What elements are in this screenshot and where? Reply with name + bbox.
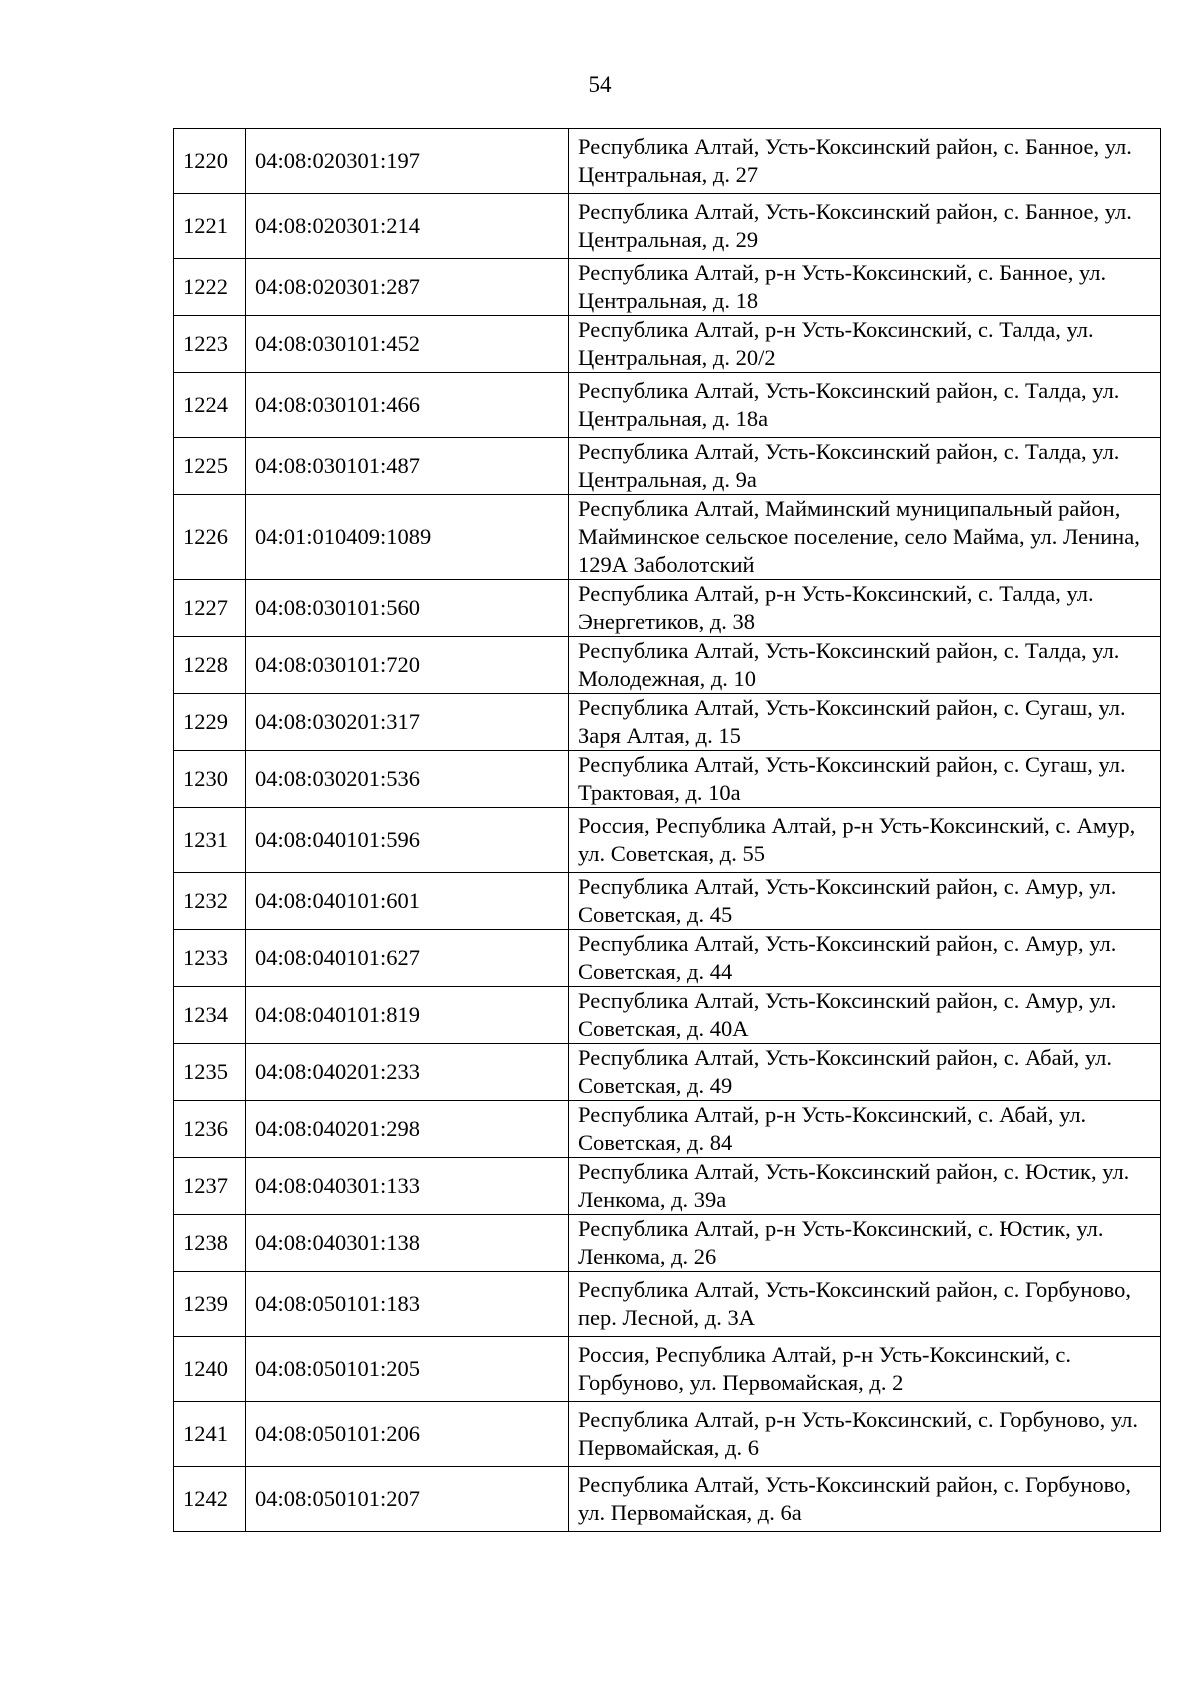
table-row	[174, 808, 1161, 873]
table-row	[174, 1272, 1161, 1337]
table-row	[174, 1044, 1161, 1101]
row-number: 1235	[174, 1044, 246, 1101]
cadastral-number: 04:01:010409:1089	[246, 495, 569, 580]
row-number: 1228	[174, 637, 246, 694]
table-row	[174, 373, 1161, 438]
table-row	[174, 1337, 1161, 1402]
table-row	[174, 1215, 1161, 1272]
row-number: 1236	[174, 1101, 246, 1158]
row-number: 1220	[174, 129, 246, 194]
row-number: 1231	[174, 808, 246, 873]
row-number: 1240	[174, 1337, 246, 1402]
row-number: 1227	[174, 580, 246, 637]
cadastral-number: 04:08:030101:720	[246, 637, 569, 694]
address: Республика Алтай, Усть-Коксинский район, с. Сугаш, ул. Трактовая, д. 10а	[569, 751, 1161, 808]
cadastral-number: 04:08:050101:183	[246, 1272, 569, 1337]
address: Республика Алтай, Усть-Коксинский район, с. Амур, ул. Советская, д. 44	[569, 930, 1161, 987]
registry-table	[173, 128, 1161, 1532]
cadastral-number: 04:08:030101:466	[246, 373, 569, 438]
address: Республика Алтай, Усть-Коксинский район, с. Талда, ул. Центральная, д. 18а	[569, 373, 1161, 438]
address: Россия, Республика Алтай, р-н Усть-Коксинский, с. Горбуново, ул. Первомайская, д. 2	[569, 1337, 1161, 1402]
address: Республика Алтай, Усть-Коксинский район, с. Банное, ул. Центральная, д. 27	[569, 129, 1161, 194]
table-row	[174, 1467, 1161, 1532]
address: Республика Алтай, Майминский муниципальный район, Майминское сельское поселение, село Майма, ул. Ленина, 129А Заболотский	[569, 495, 1161, 580]
table-row	[174, 751, 1161, 808]
row-number: 1232	[174, 873, 246, 930]
cadastral-number: 04:08:020301:214	[246, 194, 569, 259]
table-row	[174, 316, 1161, 373]
cadastral-number: 04:08:040301:138	[246, 1215, 569, 1272]
address: Республика Алтай, Усть-Коксинский район, с. Сугаш, ул. Заря Алтая, д. 15	[569, 694, 1161, 751]
cadastral-number: 04:08:040201:233	[246, 1044, 569, 1101]
row-number: 1229	[174, 694, 246, 751]
address: Республика Алтай, р-н Усть-Коксинский, с. Юстик, ул. Ленкома, д. 26	[569, 1215, 1161, 1272]
registry-table-body	[174, 129, 1161, 1532]
cadastral-number: 04:08:020301:197	[246, 129, 569, 194]
table-row	[174, 873, 1161, 930]
cadastral-number: 04:08:050101:207	[246, 1467, 569, 1532]
row-number: 1233	[174, 930, 246, 987]
table-row	[174, 694, 1161, 751]
address: Республика Алтай, Усть-Коксинский район, с. Амур, ул. Советская, д. 45	[569, 873, 1161, 930]
row-number: 1242	[174, 1467, 246, 1532]
table-row	[174, 1402, 1161, 1467]
table-row	[174, 438, 1161, 495]
table-row	[174, 495, 1161, 580]
address: Республика Алтай, р-н Усть-Коксинский, с. Горбуново, ул. Первомайская, д. 6	[569, 1402, 1161, 1467]
cadastral-number: 04:08:030101:487	[246, 438, 569, 495]
address: Республика Алтай, р-н Усть-Коксинский, с. Банное, ул. Центральная, д. 18	[569, 259, 1161, 316]
cadastral-number: 04:08:040101:596	[246, 808, 569, 873]
cadastral-number: 04:08:020301:287	[246, 259, 569, 316]
table-row	[174, 194, 1161, 259]
cadastral-number: 04:08:050101:205	[246, 1337, 569, 1402]
address: Республика Алтай, р-н Усть-Коксинский, с. Абай, ул. Советская, д. 84	[569, 1101, 1161, 1158]
row-number: 1237	[174, 1158, 246, 1215]
row-number: 1234	[174, 987, 246, 1044]
address: Республика Алтай, Усть-Коксинский район, с. Абай, ул. Советская, д. 49	[569, 1044, 1161, 1101]
row-number: 1241	[174, 1402, 246, 1467]
cadastral-number: 04:08:050101:206	[246, 1402, 569, 1467]
address: Республика Алтай, Усть-Коксинский район, с. Талда, ул. Центральная, д. 9а	[569, 438, 1161, 495]
table-row	[174, 1158, 1161, 1215]
row-number: 1238	[174, 1215, 246, 1272]
cadastral-number: 04:08:040101:627	[246, 930, 569, 987]
table-row	[174, 1101, 1161, 1158]
cadastral-number: 04:08:030201:536	[246, 751, 569, 808]
row-number: 1223	[174, 316, 246, 373]
address: Республика Алтай, Усть-Коксинский район, с. Горбуново, пер. Лесной, д. 3А	[569, 1272, 1161, 1337]
row-number: 1222	[174, 259, 246, 316]
cadastral-number: 04:08:040101:601	[246, 873, 569, 930]
address: Россия, Республика Алтай, р-н Усть-Коксинский, с. Амур, ул. Советская, д. 55	[569, 808, 1161, 873]
cadastral-number: 04:08:030101:452	[246, 316, 569, 373]
address: Республика Алтай, Усть-Коксинский район, с. Горбуново, ул. Первомайская, д. 6а	[569, 1467, 1161, 1532]
table-row	[174, 129, 1161, 194]
table-row	[174, 580, 1161, 637]
address: Республика Алтай, р-н Усть-Коксинский, с. Талда, ул. Энергетиков, д. 38	[569, 580, 1161, 637]
row-number: 1226	[174, 495, 246, 580]
cadastral-number: 04:08:030201:317	[246, 694, 569, 751]
table-row	[174, 259, 1161, 316]
table-row	[174, 637, 1161, 694]
table-row	[174, 930, 1161, 987]
cadastral-number: 04:08:040301:133	[246, 1158, 569, 1215]
address: Республика Алтай, Усть-Коксинский район, с. Талда, ул. Молодежная, д. 10	[569, 637, 1161, 694]
row-number: 1224	[174, 373, 246, 438]
row-number: 1221	[174, 194, 246, 259]
row-number: 1225	[174, 438, 246, 495]
address: Республика Алтай, Усть-Коксинский район, с. Банное, ул. Центральная, д. 29	[569, 194, 1161, 259]
address: Республика Алтай, р-н Усть-Коксинский, с. Талда, ул. Центральная, д. 20/2	[569, 316, 1161, 373]
row-number: 1239	[174, 1272, 246, 1337]
page-number: 54	[588, 72, 612, 97]
address: Республика Алтай, Усть-Коксинский район, с. Амур, ул. Советская, д. 40А	[569, 987, 1161, 1044]
cadastral-number: 04:08:040101:819	[246, 987, 569, 1044]
cadastral-number: 04:08:040201:298	[246, 1101, 569, 1158]
address: Республика Алтай, Усть-Коксинский район, с. Юстик, ул. Ленкома, д. 39а	[569, 1158, 1161, 1215]
row-number: 1230	[174, 751, 246, 808]
cadastral-number: 04:08:030101:560	[246, 580, 569, 637]
table-row	[174, 987, 1161, 1044]
